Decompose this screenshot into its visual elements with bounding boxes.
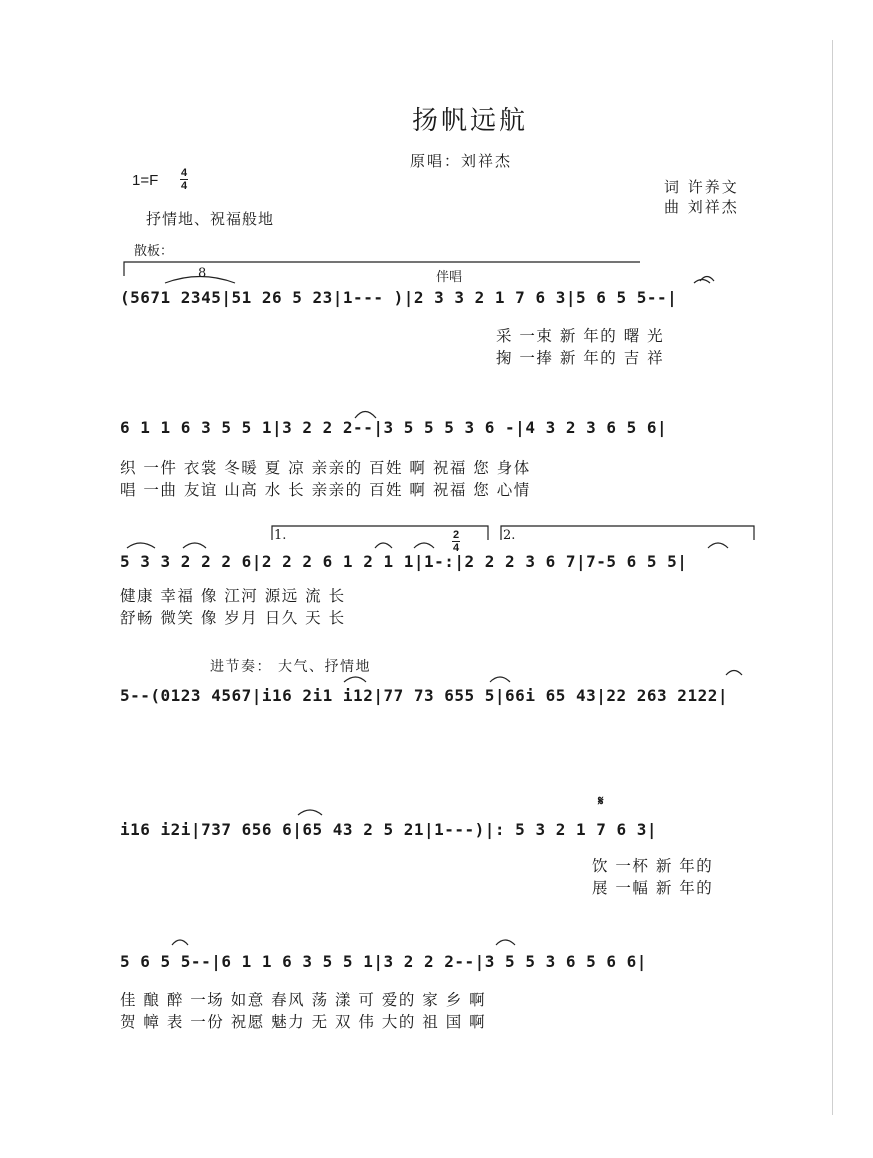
time-signature-top: 4	[180, 167, 188, 179]
volta-2-bracket	[501, 526, 754, 540]
tie	[298, 810, 322, 815]
tie	[375, 543, 392, 548]
tie	[708, 543, 728, 548]
composer-credit: 曲 刘祥杰	[664, 198, 739, 216]
system-5-lyrics-verse-2: 展 一幅 新 年的	[592, 879, 714, 897]
volta-1-label: 1.	[274, 528, 287, 543]
system-6-notes: 5 6 5 5--|6 1 1 6 3 5 5 1|3 2 2 2--|3 5 5 3 6 5 6 6|	[120, 952, 647, 971]
fermata	[726, 671, 742, 676]
system-6-lyrics-verse-2: 贺 幛 表 一份 祝愿 魅力 无 双 伟 大的 祖 国 啊	[120, 1013, 487, 1031]
tempo-marking: 散板：	[134, 244, 174, 259]
tie	[183, 543, 206, 548]
interlude-label: 进节奏： 大气、抒情地	[210, 659, 371, 675]
tie	[496, 940, 515, 945]
tie	[694, 280, 710, 284]
system-2-lyrics-verse-2: 唱 一曲 友谊 山高 水 长 亲亲的 百姓 啊 祝福 您 心情	[120, 481, 531, 499]
system-4-notes: 5--(0123 4567|i16 2i1 i12|77 73 655 5|66i 65 43|22 263 2122|	[120, 686, 728, 705]
expression-marking: 抒情地、祝福般地	[146, 210, 275, 228]
lyricist-credit: 词 许养文	[664, 178, 739, 196]
chorus-label: 伴唱	[436, 270, 463, 285]
meter-change-bottom: 4	[452, 542, 460, 554]
system-1-lyrics-verse-1: 采 一束 新 年的 曙 光	[496, 327, 665, 345]
meter-change-top: 2	[452, 529, 460, 541]
system-5-notes: i16 i2i|737 656 6|65 43 2 5 21|1---)|: 5 3 2 1 7 6 3|	[120, 820, 658, 839]
tie	[490, 677, 510, 682]
system-2-notes: 6 1 1 6 3 5 5 1|3 2 2 2--|3 5 5 5 3 6 -|4 3 2 3 6 5 6|	[120, 418, 668, 437]
time-signature-bottom: 4	[180, 180, 188, 192]
system-1-notes: (5671 2345|51 26 5 23|1--- )|2 3 3 2 1 7 6 3|5 6 5 5--|	[120, 288, 678, 307]
tie	[127, 543, 155, 548]
tie	[344, 677, 366, 682]
system-5-lyrics-verse-1: 饮 一杯 新 年的	[592, 857, 714, 875]
tie	[172, 940, 188, 945]
volta-2-label: 2.	[503, 528, 516, 543]
system-6-lyrics-verse-1: 佳 酿 醉 一场 如意 春风 荡 漾 可 爱的 家 乡 啊	[120, 991, 487, 1009]
original-singer: 原唱：刘祥杰	[410, 152, 513, 170]
system-3-notes: 5 3 3 2 2 2 6|2 2 2 6 1 2 1 1|1-:|2 2 2 3 6 7|7-5 6 5 5|	[120, 552, 688, 571]
key-signature: 1=F	[132, 172, 159, 189]
tie	[414, 543, 434, 548]
song-title: 扬帆远航	[411, 106, 528, 136]
meter-change	[452, 530, 460, 553]
segno-sign: 𝄋	[598, 794, 604, 809]
system-1-lyrics-verse-2: 掬 一捧 新 年的 吉 祥	[496, 349, 665, 367]
system-2-lyrics-verse-1: 织 一件 衣裳 冬暖 夏 凉 亲亲的 百姓 啊 祝福 您 身体	[120, 459, 531, 477]
octave-mark: 8	[198, 266, 207, 281]
system-3-lyrics-verse-1: 健康 幸福 像 江河 源远 流 长	[120, 587, 346, 605]
system-3-lyrics-verse-2: 舒畅 微笑 像 岁月 日久 天 长	[120, 609, 346, 627]
